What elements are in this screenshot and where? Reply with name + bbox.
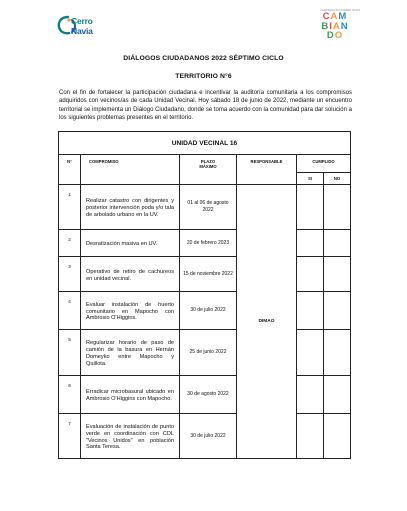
table-row	[59, 414, 351, 459]
row-plazo: 30 de agosto 2022	[180, 376, 237, 414]
row-number: 1	[59, 185, 81, 230]
row-cumplido-si[interactable]	[297, 185, 324, 230]
row-plazo: 01 al 06 de agosto 2022	[180, 185, 237, 230]
row-cumplido-no[interactable]	[324, 414, 351, 459]
row-compromiso: Evaluar instalación de huerto comunitario en Mapocho con Ambrosio O'Higgins.	[81, 292, 180, 330]
row-compromiso: Desratización masiva en UV.	[81, 230, 180, 257]
cerro-navia-logo	[56, 10, 106, 40]
table-row	[59, 292, 351, 330]
row-cumplido-no[interactable]	[324, 257, 351, 292]
row-cumplido-no[interactable]	[324, 376, 351, 414]
logo-line-3: DO	[326, 30, 344, 42]
header-num: N°	[59, 155, 81, 185]
row-cumplido-si[interactable]	[297, 257, 324, 292]
logo-word-navia: Navia	[71, 26, 93, 36]
unit-title: UNIDAD VECINAL 16	[59, 132, 351, 155]
logo-line-1: CAM	[322, 11, 348, 22]
responsable-cell: DIMAO	[237, 185, 297, 459]
commitments-table-wrap	[58, 131, 350, 459]
table-row	[59, 376, 351, 414]
header-no: NO	[324, 173, 351, 185]
row-cumplido-si[interactable]	[297, 414, 324, 459]
header-plazo-line1: PLAZO	[200, 159, 216, 164]
header-compromiso: COMPROMISO	[81, 155, 180, 185]
logo-tagline: CORPORACIÓN CERRO NAVIA	[320, 9, 361, 12]
row-cumplido-si[interactable]	[297, 376, 324, 414]
header-responsable: RESPONSABLE	[237, 155, 297, 185]
header-si: SI	[297, 173, 324, 185]
header-cumplido: CUMPLIDO	[297, 155, 351, 173]
table-row	[59, 185, 351, 230]
row-number: 5	[59, 330, 81, 376]
row-cumplido-si[interactable]	[297, 292, 324, 330]
row-compromiso: Evaluación de instalación de punto verde en coordinación con CDL "Vecinos Unidos" en población Santa Teresa.	[81, 414, 180, 459]
unit-title-row	[59, 132, 351, 155]
table-row	[59, 230, 351, 257]
row-number: 2	[59, 230, 81, 257]
commitments-table	[58, 131, 351, 459]
document-subtitle: TERRITORIO N°6	[175, 73, 232, 80]
intro-paragraph: Con el fin de fortalecer la participación ciudadana e incentivar la auditoría comunitaria a los compromisos adquiridos con vecinos/as de cada Unidad Vecinal. Hoy sábado 18 de junio de 2022, mediante un encuentro territorial se implementa un Diálogo Ciudadano, donde se toma acuerdo con la comunidad para dar solución a los siguientes problemas presentes en el territorio.	[59, 90, 352, 121]
row-compromiso: Erradicar microbasural ubicado en Ambrosio O'Higgins con Mapocho.	[81, 376, 180, 414]
row-number: 3	[59, 257, 81, 292]
row-cumplido-no[interactable]	[324, 292, 351, 330]
logo-word-cerro: Cerro	[71, 16, 93, 26]
row-cumplido-no[interactable]	[324, 185, 351, 230]
row-number: 4	[59, 292, 81, 330]
document-title: DIÁLOGOS CIUDADANOS 2022 SÉPTIMO CICLO	[123, 55, 284, 62]
cambiando-logo	[320, 9, 361, 42]
row-plazo: 20 de febrero 2023	[180, 230, 237, 257]
header-plazo-line2: MÁXIMO	[199, 164, 217, 169]
row-compromiso: Realizar catastro con dirigentes y posterior intervención poda y/o tala de arbolado urbano en la UV.	[81, 185, 180, 230]
row-number: 7	[59, 414, 81, 459]
table-row	[59, 257, 351, 292]
header-plazo	[180, 155, 237, 185]
header-row	[59, 155, 351, 173]
row-number: 6	[59, 376, 81, 414]
table-row	[59, 330, 351, 376]
row-cumplido-si[interactable]	[297, 230, 324, 257]
row-plazo: 30 de julio 2022	[180, 414, 237, 459]
row-cumplido-no[interactable]	[324, 330, 351, 376]
row-plazo: 25 de junio 2022	[180, 330, 237, 376]
row-compromiso: Regularizar horario de paso de camión de la basura en Hernán Domeyko entre Mapocho y Quillota.	[81, 330, 180, 376]
logo-line-2: BIAN	[321, 20, 349, 32]
row-plazo: 15 de noviembre 2022	[180, 257, 237, 292]
row-plazo: 30 de julio 2022	[180, 292, 237, 330]
row-cumplido-no[interactable]	[324, 230, 351, 257]
row-cumplido-si[interactable]	[297, 330, 324, 376]
row-compromiso: Operativo de retiro de cachureos en unidad vecinal.	[81, 257, 180, 292]
